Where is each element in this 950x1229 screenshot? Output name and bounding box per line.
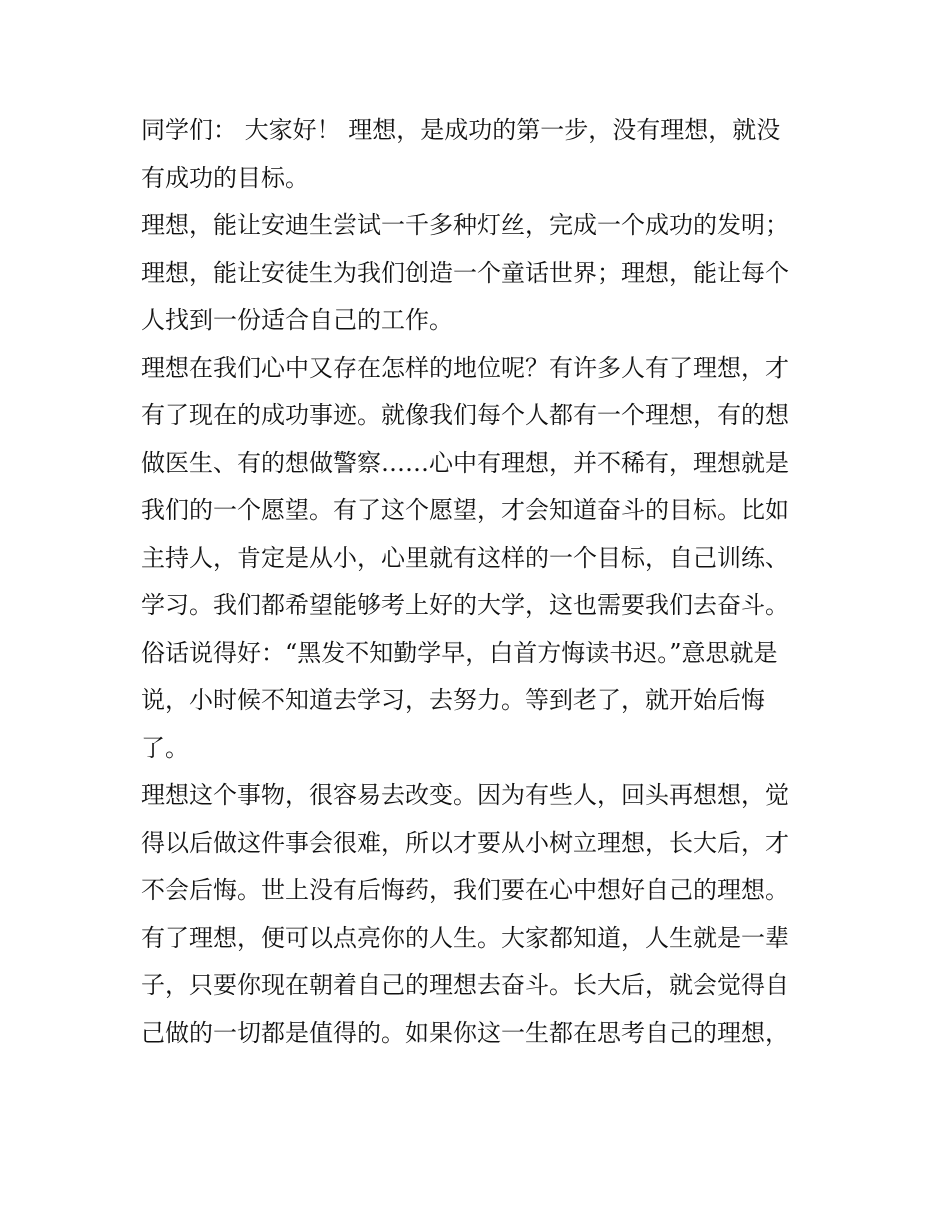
text-line: 做医生、有的想做警察……心中有理想，并不稀有，理想就是: [141, 448, 789, 477]
document-body: [141, 107, 813, 1057]
text-line: 说，小时候不知道去学习，去努力。等到老了，就开始后悔: [141, 686, 765, 714]
text-line: 理想在我们心中又存在怎样的地位呢？有许多人有了理想，才: [141, 353, 789, 382]
text-line: 了。: [141, 733, 189, 762]
text-line: 同学们： 大家好！ 理想，是成功的第一步，没有理想，就没: [141, 116, 781, 144]
text-line: 理想，能让安迪生尝试一千多种灯丝，完成一个成功的发明；: [141, 211, 789, 239]
text-line: 俗话说得好：“黑发不知勤学早，白首方悔读书迟。”意思就是: [141, 638, 778, 667]
text-line: 主持人，肯定是从小，心里就有这样的一个目标，自己训练、: [141, 543, 789, 572]
text-line: 理想这个事物，很容易去改变。因为有些人，回头再想想，觉: [141, 781, 789, 809]
text-line: 学习。我们都希望能够考上好的大学，这也需要我们去奋斗。: [141, 591, 789, 619]
text-line: 有了理想，便可以点亮你的人生。大家都知道，人生就是一辈: [141, 923, 789, 952]
text-line: 得以后做这件事会很难，所以才要从小树立理想，长大后，才: [141, 828, 789, 857]
text-line: 不会后悔。世上没有后悔药，我们要在心中想好自己的理想。: [141, 876, 789, 904]
text-line: 子，只要你现在朝着自己的理想去奋斗。长大后，就会觉得自: [141, 971, 789, 999]
text-line: 我们的一个愿望。有了这个愿望，才会知道奋斗的目标。比如: [141, 496, 789, 524]
text-line: 理想，能让安徒生为我们创造一个童话世界；理想，能让每个: [141, 258, 789, 287]
text-line: 己做的一切都是值得的。如果你这一生都在思考自己的理想，: [141, 1018, 789, 1047]
text-line: 有成功的目标。: [141, 163, 309, 192]
text-line: 有了现在的成功事迹。就像我们每个人都有一个理想，有的想: [141, 401, 789, 429]
text-line: 人找到一份适合自己的工作。: [141, 306, 453, 334]
